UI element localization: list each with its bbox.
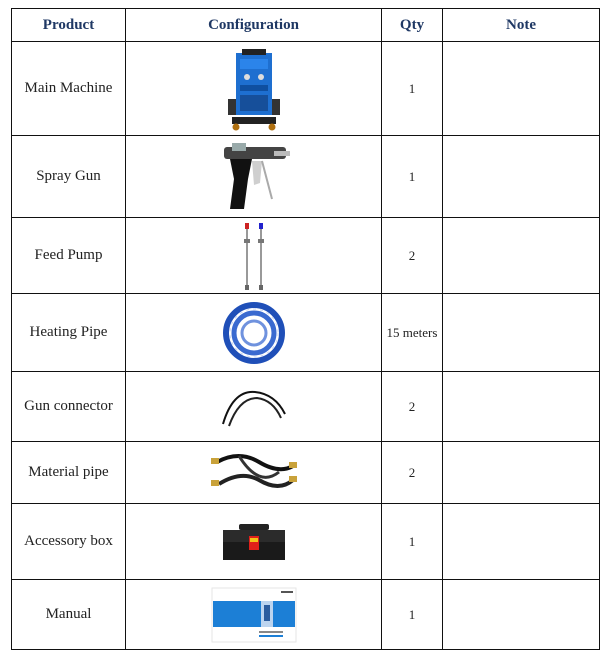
header-product: Product bbox=[12, 9, 126, 42]
main-machine-image bbox=[126, 42, 382, 136]
table-row bbox=[12, 372, 600, 442]
header-configuration: Configuration bbox=[126, 9, 382, 42]
note-cell bbox=[443, 218, 600, 294]
table-row bbox=[12, 136, 600, 218]
note-cell bbox=[443, 372, 600, 442]
table-row bbox=[12, 504, 600, 580]
header-note: Note bbox=[443, 9, 600, 42]
manual-image bbox=[126, 580, 382, 650]
table-row bbox=[12, 442, 600, 504]
gun-connector-image bbox=[126, 372, 382, 442]
product-cell: Main Machine bbox=[12, 42, 126, 136]
table-row bbox=[12, 580, 600, 650]
product-cell: Heating Pipe bbox=[12, 294, 126, 372]
header-qty: Qty bbox=[382, 9, 443, 42]
note-cell bbox=[443, 294, 600, 372]
product-cell: Accessory box bbox=[12, 504, 126, 580]
qty-cell: 1 bbox=[382, 504, 443, 580]
table-row bbox=[12, 218, 600, 294]
qty-cell: 2 bbox=[382, 372, 443, 442]
table-row bbox=[12, 294, 600, 372]
product-cell: Spray Gun bbox=[12, 136, 126, 218]
product-cell: Material pipe bbox=[12, 442, 126, 504]
qty-cell: 2 bbox=[382, 442, 443, 504]
note-cell bbox=[443, 136, 600, 218]
configuration-table bbox=[11, 8, 600, 650]
qty-cell: 2 bbox=[382, 218, 443, 294]
note-cell bbox=[443, 580, 600, 650]
product-cell: Feed Pump bbox=[12, 218, 126, 294]
header-row bbox=[12, 9, 600, 42]
table-row bbox=[12, 42, 600, 136]
qty-cell: 1 bbox=[382, 136, 443, 218]
product-cell: Gun connector bbox=[12, 372, 126, 442]
note-cell bbox=[443, 442, 600, 504]
qty-cell: 1 bbox=[382, 42, 443, 136]
qty-cell: 1 bbox=[382, 580, 443, 650]
feed-pump-image bbox=[126, 218, 382, 294]
note-cell bbox=[443, 42, 600, 136]
heating-pipe-image bbox=[126, 294, 382, 372]
material-pipe-image bbox=[126, 442, 382, 504]
spray-gun-image bbox=[126, 136, 382, 218]
note-cell bbox=[443, 504, 600, 580]
product-cell: Manual bbox=[12, 580, 126, 650]
accessory-box-image bbox=[126, 504, 382, 580]
qty-cell: 15 meters bbox=[382, 294, 443, 372]
